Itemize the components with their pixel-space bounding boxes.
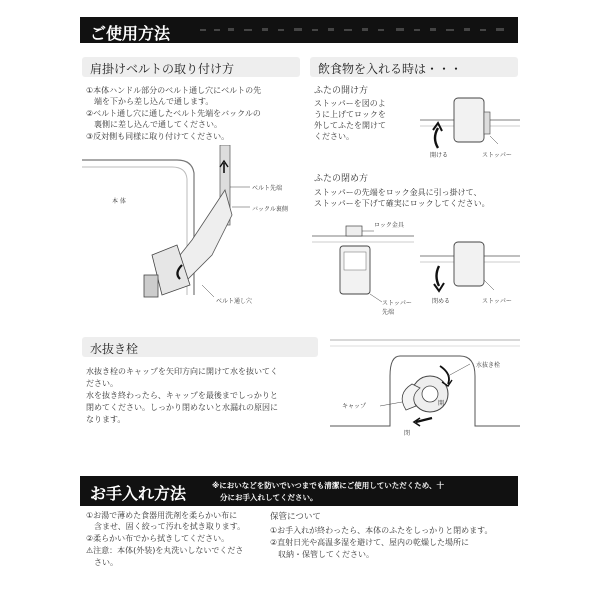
strap-step-line: ②ベルト通し穴に通したベルト先端をバックルの <box>86 109 261 118</box>
drain-illustration <box>330 336 520 436</box>
care-line: 含ませ、固く絞って汚れを拭き取ります。 <box>86 522 246 531</box>
label-belt-tip: ベルト先端 <box>252 185 283 192</box>
storage-line: 収納・保管してください。 <box>270 550 374 559</box>
lid-open-line: 外してふたを開けて <box>314 121 386 130</box>
care-banner <box>80 476 518 506</box>
care-line: ②柔らかい布でから拭きしてください。 <box>86 534 230 543</box>
care-banner-note-1: ※においなどを防いでいつまでも清潔にご使用していただくため、十 <box>212 481 444 490</box>
storage-title: 保管について <box>270 512 321 522</box>
usage-banner <box>80 17 518 43</box>
strap-step-line: 裏側に差し込んで通してください。 <box>86 120 222 129</box>
label-body: 本 体 <box>112 198 126 205</box>
label-buckle-back: バックル裏側 <box>252 206 288 213</box>
label-drain-plug: 水抜き栓 <box>476 362 501 369</box>
drain-line: 閉めてください。しっかり閉めないと水漏れの原因に <box>86 403 278 412</box>
lid-close-title: ふたの閉め方 <box>314 174 369 184</box>
drain-line: なります。 <box>86 415 126 424</box>
lid-open-line: ください。 <box>314 132 354 141</box>
care-line: ⚠注意：本体(外装)を丸洗いしないでくださ <box>86 546 244 555</box>
label-close-direction: 閉 <box>404 430 411 437</box>
open-arrow-icon <box>428 120 446 150</box>
lid-open-line: うに上げてロックを <box>314 110 386 119</box>
strap-step-line: 端を下から差し込んで通します。 <box>86 97 214 106</box>
label-belt-hole: ベルト通し穴 <box>216 298 253 305</box>
label-close: 閉める <box>432 298 451 305</box>
banner-stripe-decoration <box>200 24 510 36</box>
strap-step-line: ①本体ハンドル部分のベルト通し穴にベルトの先 <box>86 86 262 95</box>
lid-open-title: ふたの開け方 <box>314 86 369 96</box>
strap-illustration <box>82 145 312 310</box>
drain-heading-text: 水抜き栓 <box>90 342 139 356</box>
label-stopper-tip-1: ストッパー <box>382 300 412 307</box>
lid-close-line: ストッパーを下げて確実にロックしてください。 <box>314 199 490 208</box>
food-section-heading <box>310 57 518 77</box>
drain-section-heading <box>82 337 318 357</box>
strap-heading-text: 肩掛けベルトの取り付け方 <box>90 62 235 76</box>
care-line: さい。 <box>86 558 118 567</box>
close-arrow-icon <box>430 264 448 294</box>
label-stopper-tip-2: 先端 <box>382 309 395 316</box>
label-stopper-close: ストッパー <box>482 298 512 305</box>
food-heading-text: 飲食物を入れる時は・・・ <box>318 62 463 76</box>
strap-step-line: ③反対側も同様に取り付けてください。 <box>86 132 230 141</box>
care-banner-note-2: 分にお手入れしてください。 <box>220 493 318 502</box>
lid-open-line: ストッパーを図のよ <box>314 99 386 108</box>
storage-line: ②直射日光や高温多湿を避けて、屋内の乾燥した場所に <box>270 538 470 547</box>
label-stopper-open: ストッパー <box>482 152 512 159</box>
drain-line: 水抜き栓のキャップを矢印方向に開けて水を抜いてく <box>86 367 278 376</box>
drain-line: ださい。 <box>86 379 118 388</box>
storage-line: ①お手入れが終わったら、本体のふたをしっかりと閉めます。 <box>270 526 493 535</box>
lid-close-line: ストッパーの先端をロック金具に引っ掛けて、 <box>314 188 482 197</box>
usage-banner-title: ご使用方法 <box>90 24 171 43</box>
label-lock-fitting: ロック金具 <box>374 222 404 229</box>
label-cap: キャップ <box>342 403 367 410</box>
drain-line: 水を抜き終わったら、キャップを最後までしっかりと <box>86 391 278 400</box>
care-line: ①お湯で薄めた食器用洗剤を柔らかい布に <box>86 511 238 520</box>
label-open: 開ける <box>430 152 449 159</box>
strap-section-heading <box>82 57 300 77</box>
care-banner-title: お手入れ方法 <box>90 484 187 503</box>
label-open-direction: 開 <box>438 400 445 407</box>
